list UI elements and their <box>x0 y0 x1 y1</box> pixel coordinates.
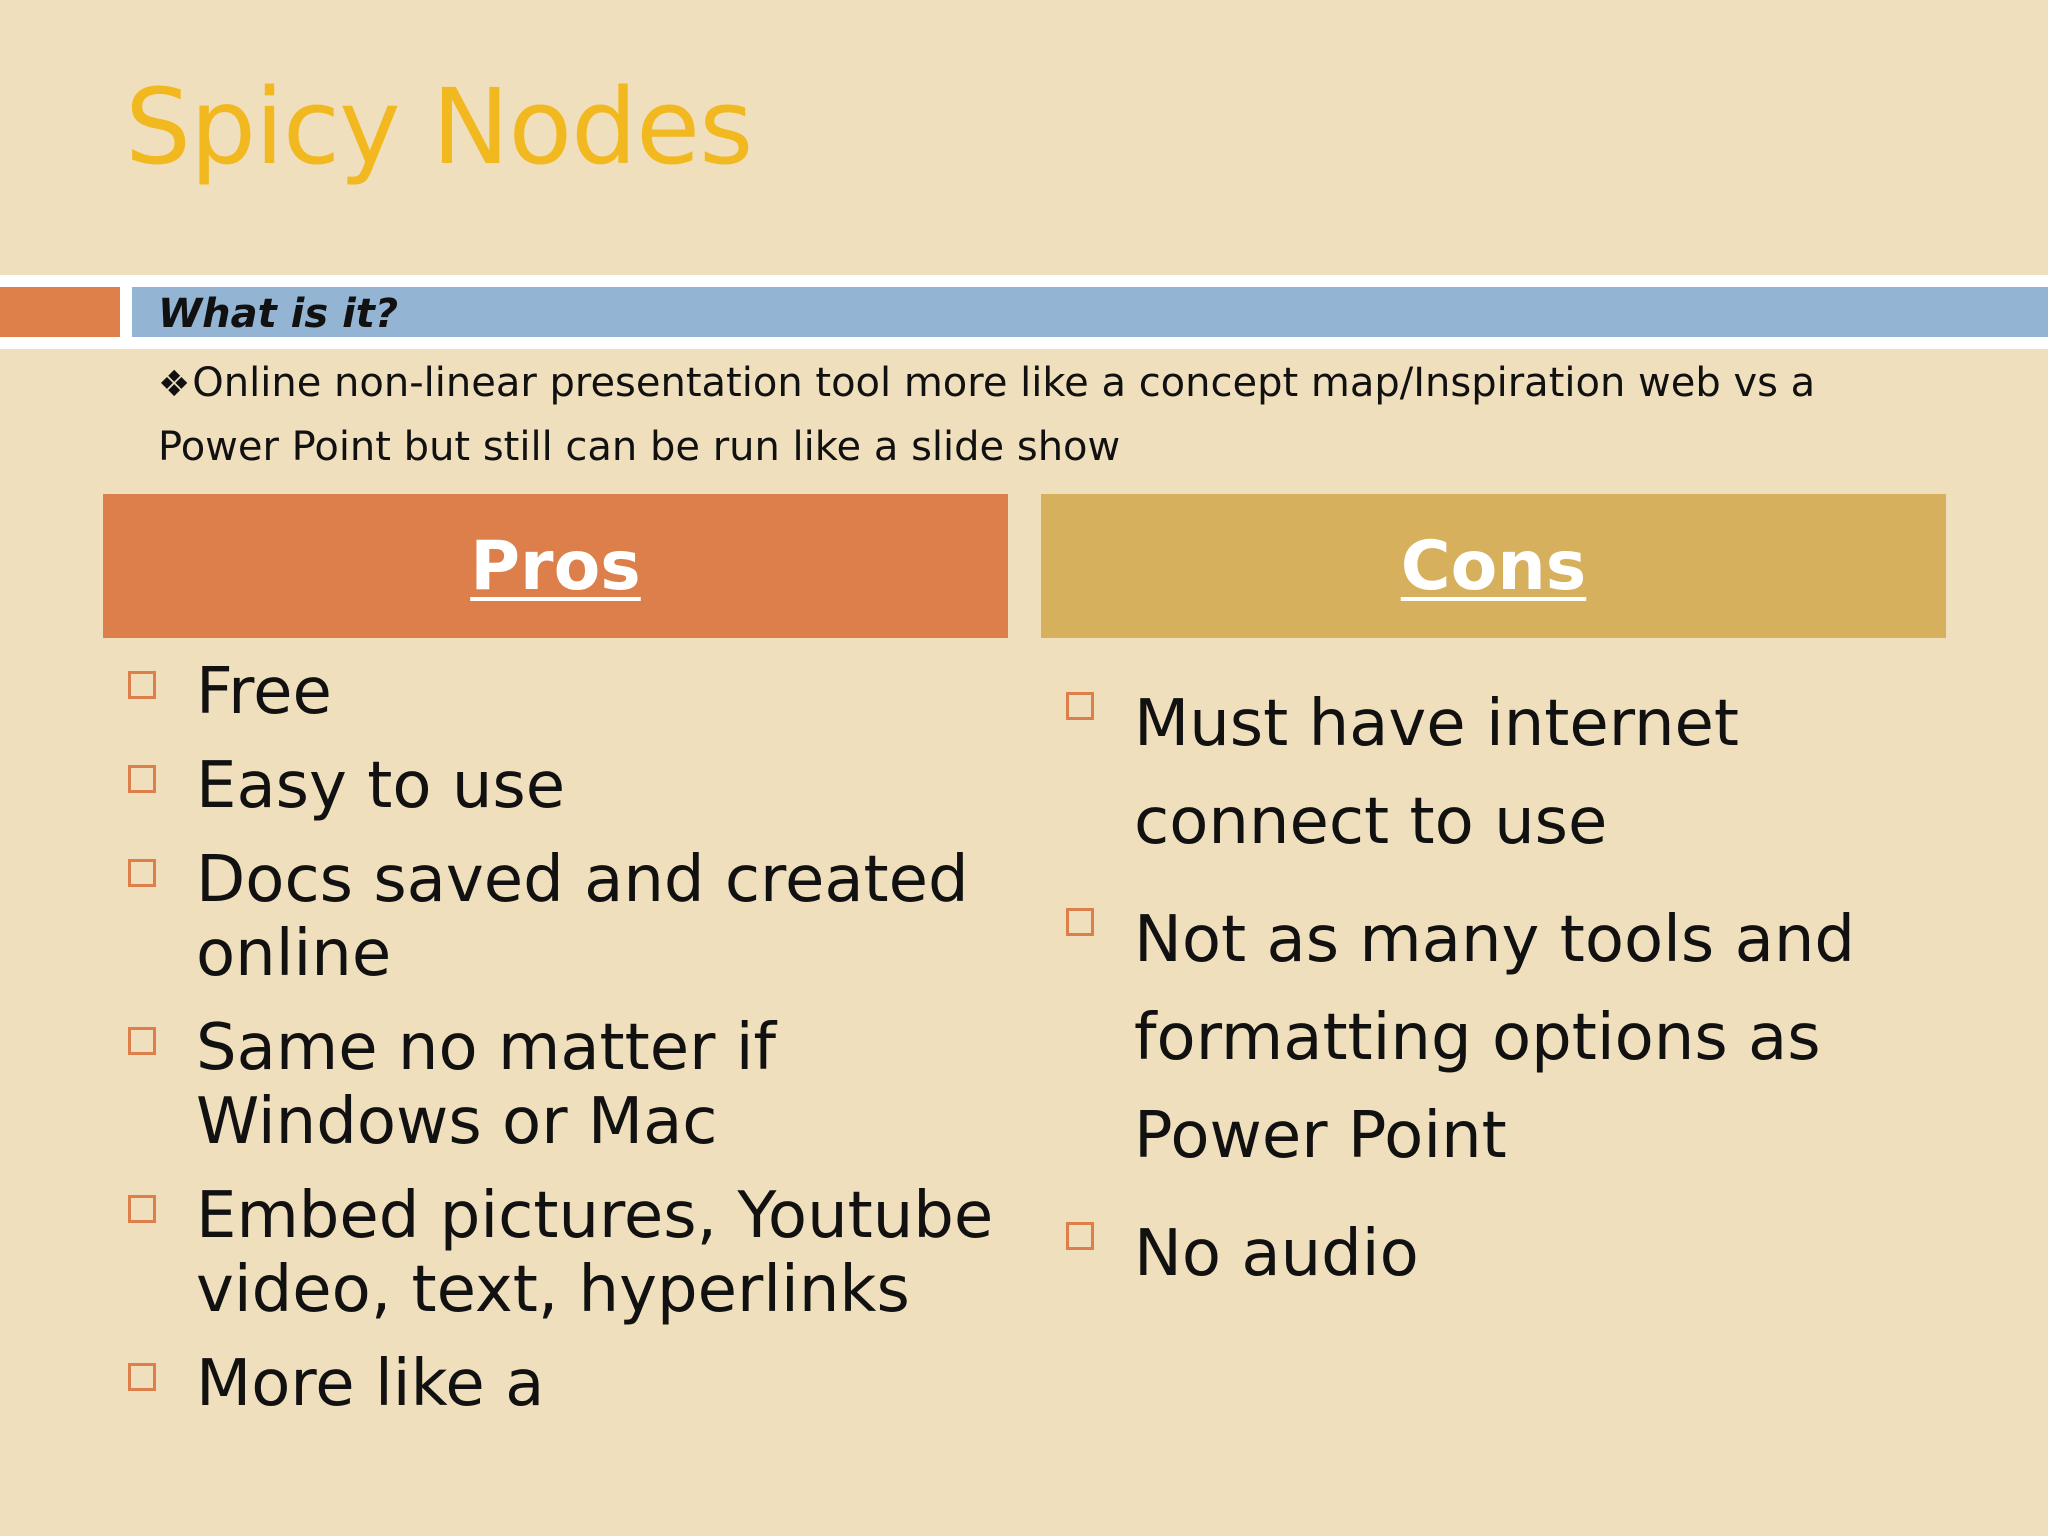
square-checkbox-icon <box>128 1195 156 1223</box>
square-checkbox-icon <box>1066 908 1094 936</box>
list-item <box>1066 675 1946 871</box>
cons-header <box>1041 494 1946 638</box>
slide-title: Spicy Nodes <box>125 66 753 188</box>
list-item <box>128 1347 1008 1421</box>
square-checkbox-icon <box>128 859 156 887</box>
pros-list <box>128 655 1008 1441</box>
square-checkbox-icon <box>128 765 156 793</box>
pros-header-label: Pros <box>470 526 641 606</box>
list-item-text: Must have internet connect to use <box>1134 687 1739 859</box>
divider-orange-block <box>0 287 120 337</box>
list-item-text: Easy to use <box>196 749 566 823</box>
square-checkbox-icon <box>128 1027 156 1055</box>
pros-header <box>103 494 1008 638</box>
list-item-text: More like a <box>196 1347 545 1421</box>
square-checkbox-icon <box>128 671 156 699</box>
list-item <box>1066 1205 1946 1303</box>
divider-blue-bar <box>132 287 2048 337</box>
description-text: Online non-linear presentation tool more like a concept map/Inspiration web vs a Power Point but still can be run like a slide show <box>158 360 1816 470</box>
list-item <box>1066 891 1946 1185</box>
list-item <box>128 843 1008 991</box>
cons-header-label: Cons <box>1400 526 1587 606</box>
list-item-text: Docs saved and created online <box>196 843 969 991</box>
square-checkbox-icon <box>128 1363 156 1391</box>
list-item <box>128 1179 1008 1327</box>
description <box>158 352 1918 478</box>
square-checkbox-icon <box>1066 692 1094 720</box>
list-item-text: Same no matter if Windows or Mac <box>196 1011 777 1159</box>
cons-list <box>1066 675 1946 1323</box>
four-diamond-icon: ❖ <box>158 364 191 405</box>
list-item <box>128 749 1008 823</box>
list-item-text: No audio <box>1134 1217 1419 1291</box>
list-item-text: Free <box>196 655 332 729</box>
list-item <box>128 1011 1008 1159</box>
subheading: What is it? <box>158 291 399 337</box>
square-checkbox-icon <box>1066 1222 1094 1250</box>
list-item-text: Not as many tools and formatting options as Power Point <box>1134 903 1855 1173</box>
list-item <box>128 655 1008 729</box>
list-item-text: Embed pictures, Youtube video, text, hyperlinks <box>196 1179 994 1327</box>
